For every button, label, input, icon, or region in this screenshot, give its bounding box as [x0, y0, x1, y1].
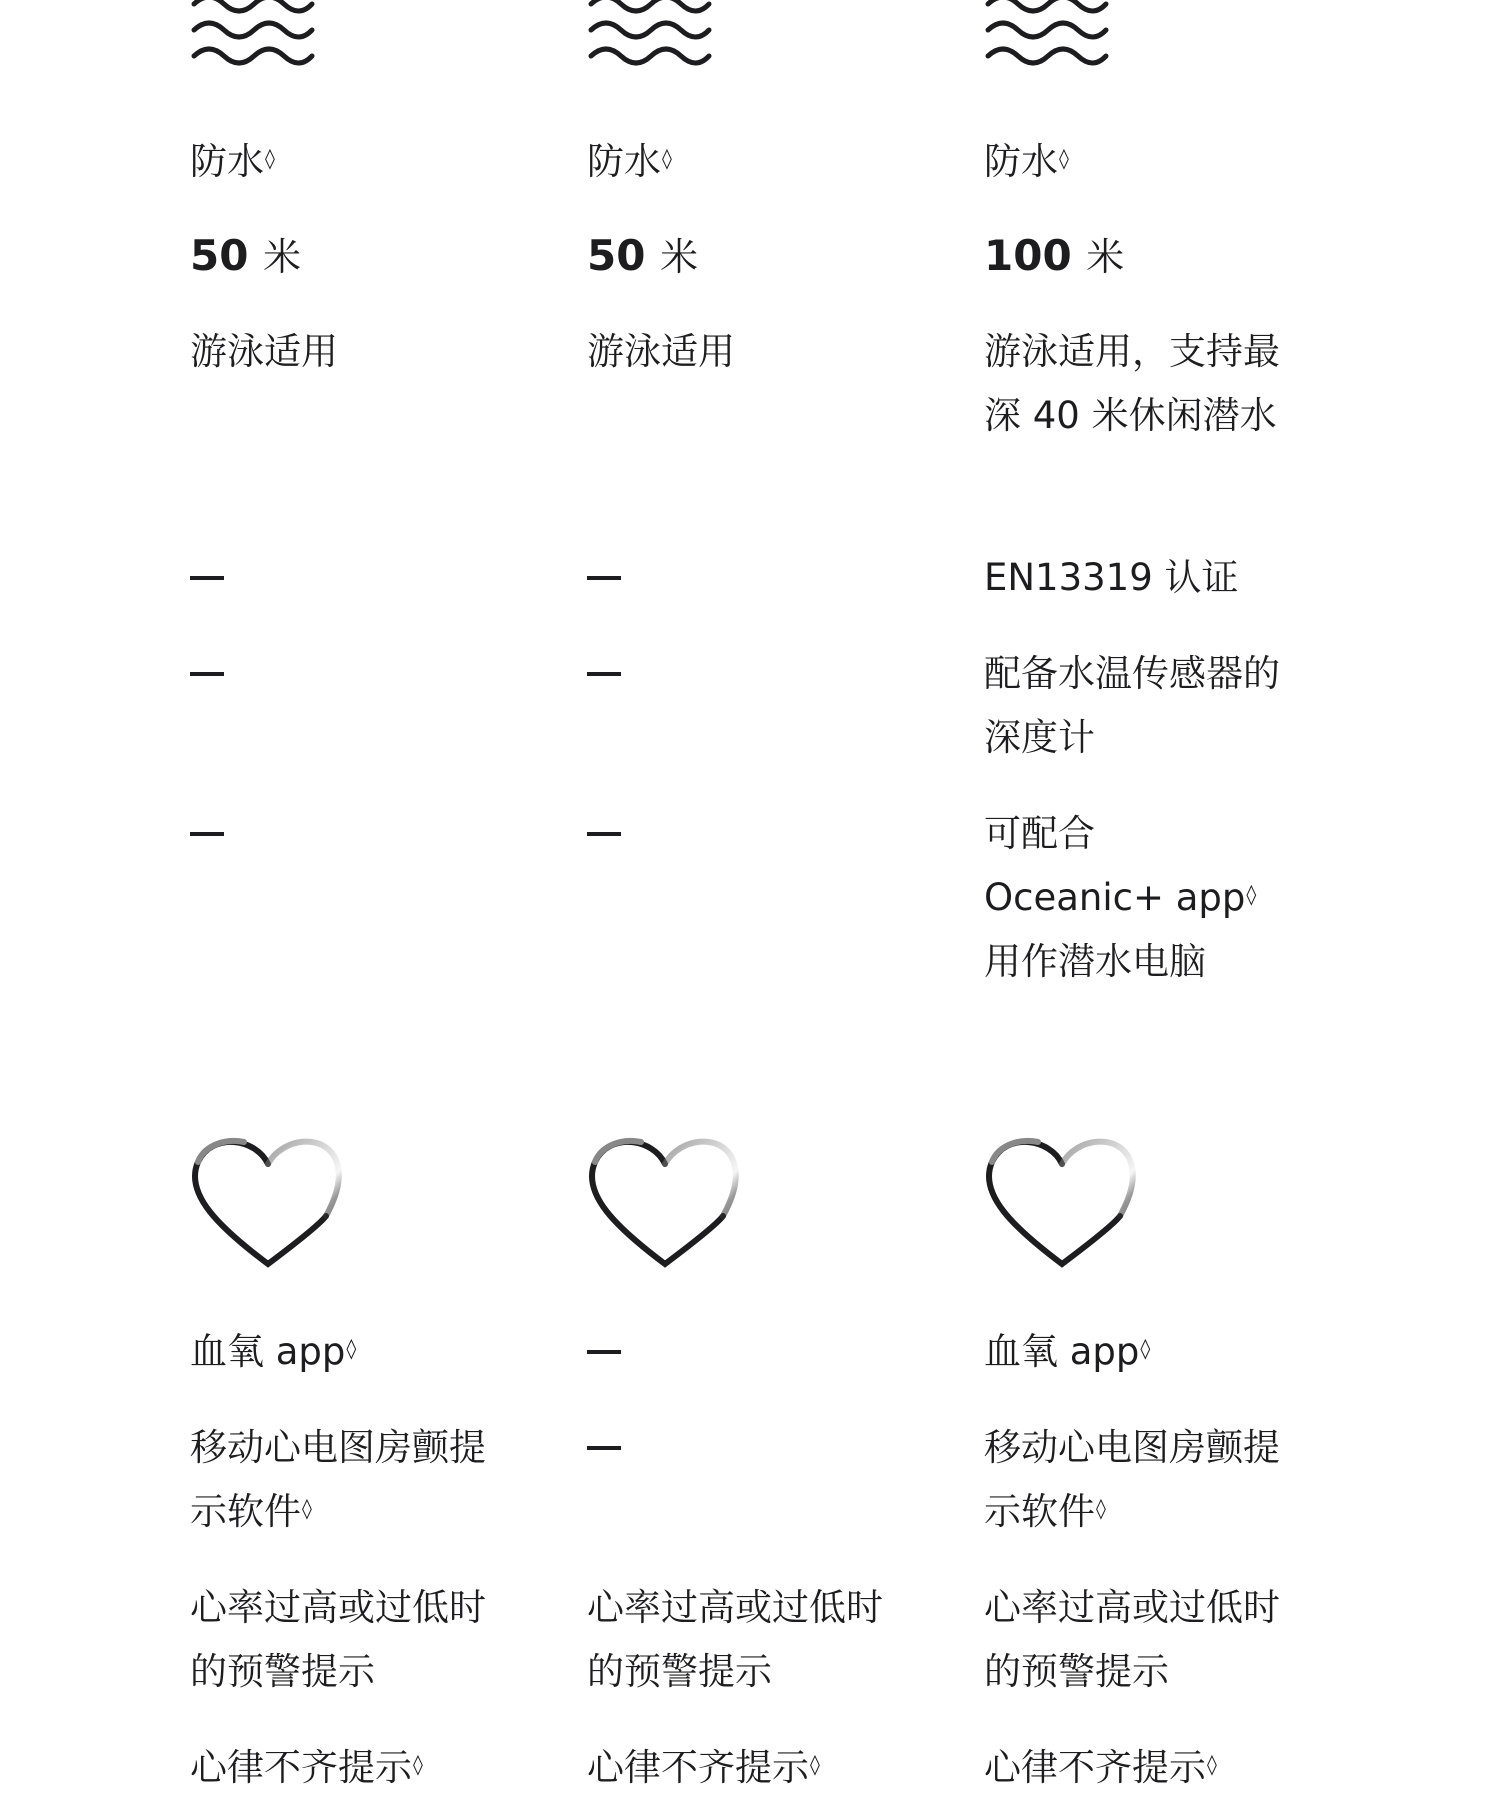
blood-oxygen-app: 血氧 app◊ [190, 1330, 357, 1373]
water-waves-icon [984, 0, 1110, 64]
ecg-afib-none [587, 1416, 907, 1480]
high-low-heart-rate-alert: 心率过高或过低时的预警提示 [190, 1586, 486, 1693]
footnote-mark: ◊ [1246, 882, 1257, 906]
ecg-afib-feature: 移动心电图房颤提示软件◊ [984, 1426, 1280, 1533]
irregular-rhythm-notification: 心律不齐提示◊ [587, 1746, 820, 1789]
water-depth-value: 50 米 [190, 231, 302, 280]
footnote-mark: ◊ [265, 146, 275, 170]
dash-none [190, 576, 224, 580]
dive-computer-pre: 可配合 [984, 812, 1095, 855]
blood-oxygen-none [587, 1320, 907, 1384]
irregular-rhythm-notification: 心律不齐提示◊ [190, 1746, 423, 1789]
dash-none [190, 672, 224, 676]
dash-none [190, 832, 224, 836]
blood-oxygen-app: 血氧 app◊ [984, 1330, 1151, 1373]
swim-and-dive-suitability: 游泳适用，支持最深 40 米休闲潜水 [984, 330, 1280, 437]
dash-none [587, 672, 621, 676]
footnote-mark: ◊ [1140, 1336, 1151, 1360]
footnote-mark: ◊ [1059, 146, 1069, 170]
water-depth-value: 50 米 [587, 231, 699, 280]
footnote-mark: ◊ [302, 1496, 312, 1520]
water-waves-icon [587, 0, 713, 64]
dash-none [587, 576, 621, 580]
oceanic-app-link: Oceanic+ app [984, 876, 1246, 919]
water-depth-value: 100 米 [984, 231, 1125, 280]
dash-none [587, 1350, 621, 1354]
water-waves-icon [190, 0, 316, 64]
footnote-mark: ◊ [662, 146, 672, 170]
high-low-heart-rate-alert: 心率过高或过低时的预警提示 [984, 1586, 1280, 1693]
dive-computer-post: 用作潜水电脑 [984, 940, 1206, 983]
irregular-rhythm-notification: 心律不齐提示◊ [984, 1746, 1217, 1789]
footnote-mark: ◊ [810, 1752, 820, 1776]
depth-gauge-feature: 配备水温传感器的深度计 [984, 652, 1280, 759]
dive-computer-none [587, 802, 907, 866]
water-resistance-label: 防水◊ [587, 140, 672, 183]
footnote-mark: ◊ [413, 1752, 423, 1776]
footnote-mark: ◊ [1096, 1496, 1106, 1520]
depth-gauge-none [587, 642, 907, 706]
dash-none [587, 832, 621, 836]
water-resistance-label: 防水◊ [190, 140, 275, 183]
footnote-mark: ◊ [346, 1336, 357, 1360]
heart-icon [587, 1128, 743, 1270]
heart-icon [984, 1128, 1140, 1270]
footnote-mark: ◊ [1207, 1752, 1217, 1776]
dash-none [587, 1446, 621, 1450]
swim-suitability: 游泳适用 [190, 330, 338, 373]
swim-suitability: 游泳适用 [587, 330, 735, 373]
water-resistance-label: 防水◊ [984, 140, 1069, 183]
heart-icon [190, 1128, 346, 1270]
high-low-heart-rate-alert: 心率过高或过低时的预警提示 [587, 1586, 883, 1693]
dive-computer-feature [984, 802, 1324, 994]
en13319-certification: EN13319 认证 [984, 556, 1239, 599]
certification-none [190, 546, 510, 610]
certification-none [587, 546, 907, 610]
depth-gauge-none [190, 642, 510, 706]
dive-computer-none [190, 802, 510, 866]
dive-computer-app-line [984, 866, 1324, 930]
ecg-afib-feature: 移动心电图房颤提示软件◊ [190, 1426, 486, 1533]
